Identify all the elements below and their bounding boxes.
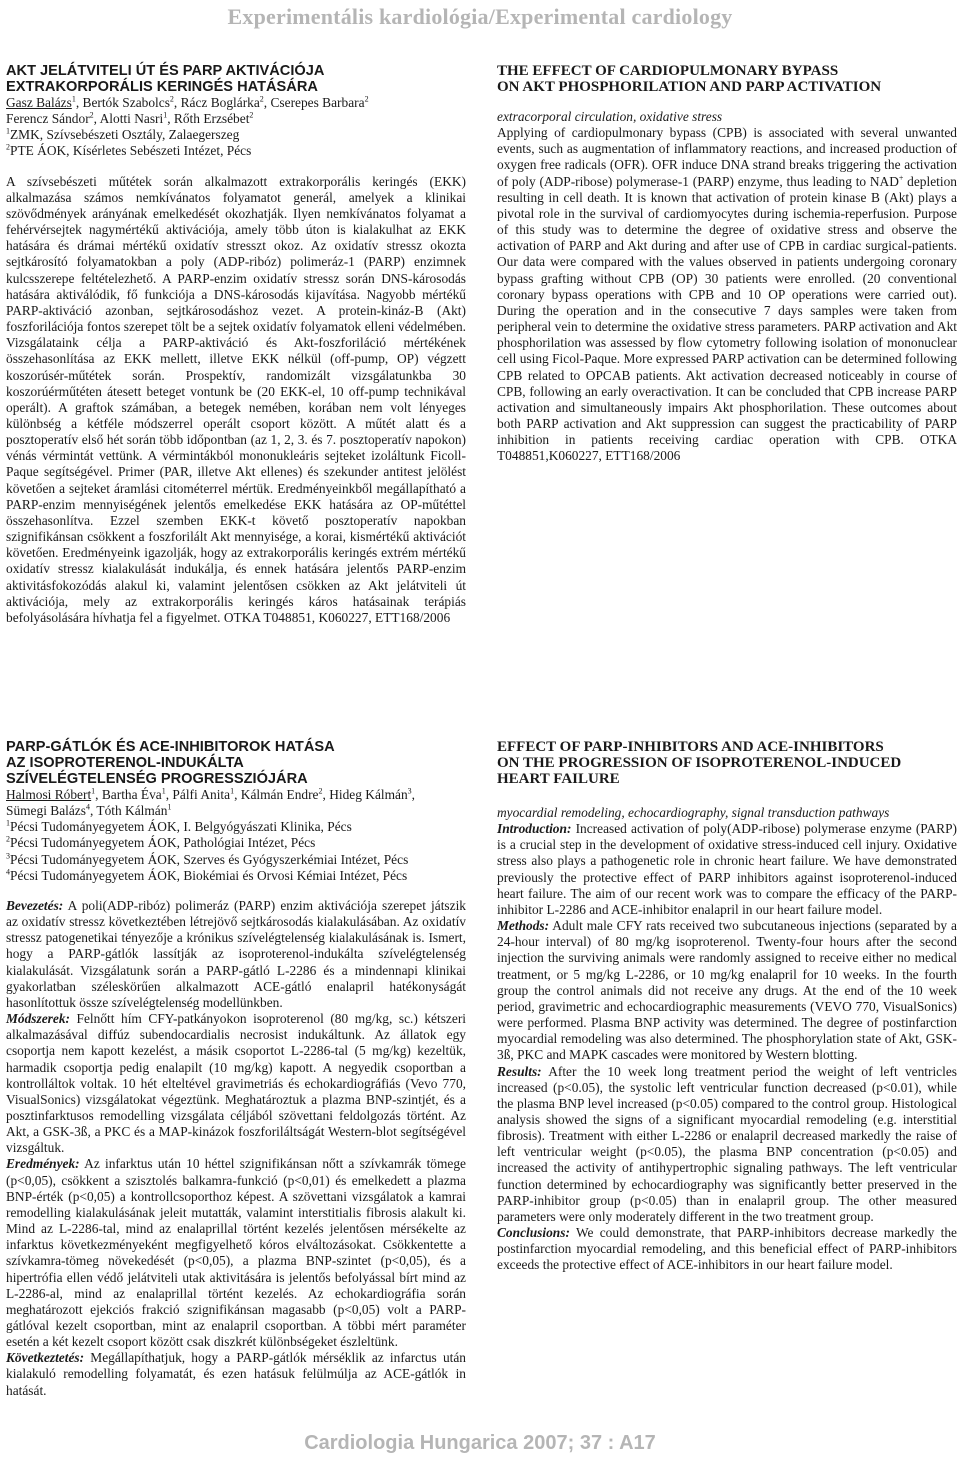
section-results (497, 1064, 957, 1226)
title-line: PARP-GÁTLÓK ÉS ACE-INHIBITOROK HATÁSA (6, 739, 335, 755)
affiliation-ref: 1 (161, 786, 166, 796)
section-label: Results: (497, 1063, 542, 1079)
author: , Pálfi Anita (165, 787, 231, 802)
author: , Cserepes Barbara (263, 95, 365, 110)
body-text: depletion resulting in cell death. It is known that activation of protein kinase B (Akt) plays a pivotal role in the survival of cardiomyocytes during ischemia-reperfusion. Purpose of this study was to determine the degree of oxidative stress and observe the activation of PARP and Akt during and after use of CPB in cardiac surgical-patients. Our data were compared with the values observed in patients undergoing coronary bypass grafting without CPB (OP) 30 patients were enrolled. (20 conventional coronary bypass operations with CPB and 10 OP operations were carried out). During the operation and in the consecutive 7 days samples were taken from peripheral vein to determine the oxidative stress parameters. PARP activation and Akt phosphorilation was assessed by flow cytometry following isolation of mononuclear cell using Ficol-Paque. More expressed PARP activation can be determined following CPB related to OPCAB patients. Akt activation decreased noticeably in course of CPB, following an early overactivation. It can be concluded that CPB increase PARP activation and simultaneously impairs Akt phosphorilation. These outcomes about both PARP activation and Akt suppression can suggest the practicability of PARP inhibition in patients receiving cardiac operation with CPB. OTKA T048851,K060227, ETT168/2006 (497, 173, 957, 464)
section-text: After the 10 week long treatment period the weight of left ventricles increased (p<0.05), the systolic left ventricular function decreased (p<0.01), while the plasma BNP level increased (p<0.05) compared to the control group. Histological analysis showed the signs of a significant myocardial remodeling (e.g. interstitial fibrosis). Treatment with either L-2286 or enalapril decreased markedly the raise of left ventricular weight (p<0.05), the plasma BNP concentration (p<0.05) and increased the activity of antihypertrophic signaling pathways. The left ventricular function determined by echocardiography was significantly better preserved in the PARP-inhibitor group (p<0.05) than in enalapril group. The other measured parameters were only moderately different in the two treatment group. (497, 1063, 957, 1224)
affiliation (6, 835, 466, 851)
section-label: Methods: (497, 918, 550, 934)
title-line: EXTRAKORPORÁLIS KERINGÉS HATÁSÁRA (6, 79, 318, 95)
affiliation-ref: 1 (167, 802, 172, 812)
abstract-body: A szívsebészeti műtétek során alkalmazott extrakorporális keringés (EKK) alkalmazása számos nemkívánatos folyamatot generál, amelyek a klinikai szövődmények arányának emelkedését okozhatják. Ilyen nemkívánatos folyamat a fehérvérsejtek nagymértékű aktivációja, amely több úton is kialakulhat az EKK hatására és drámai mértékű oxidatív stresszt okoz. Az oxidatív stressz okozta sejtkárosító folyamatokban a poly (ADP-ribóz) polimeráz-1 (PARP) enzimnek kulcsszerepe feltételezhető. A PARP-enzim oxidatív stressz során DNS-károsodás hatására aktiválódik, fő funkciója a DNS-károsodás kijavítása. Nagyobb mértékű PARP-aktiváció azonban, sejtkárosodáshoz vezet. A protein-kináz-B (Akt) foszforilációja fontos szerepet tölt be a sejtek oxidatív folyamatok elleni védelmében. Vizsgálataink célja a PARP-aktiváció és Akt-foszforiláció mértékének összehasonlítása az EKK mellett, illetve EKK nélkül (off-pump, OP) végzett koszorúsér-műtétek során. Prospektív, randomizált vizsgálatunkba 30 koszorúérműtéten átesett beteget vontunk be (20 EKK-el, 10 off-pump technikával operált). A graftok számában, a betegek nemében, korában nem volt lényeges különbség a kétféle módszerrel operált csoport között. A műtét alatt és a posztoperatív első hét során több időpontban (az 1, 2, 3. és 7. posztoperatív napokon) vénás vérmintát vettünk. A vérmintákból mononukleáris sejteket izoláltunk Ficoll-Paque segítségével. Primer (PAR, illetve Akt ellenes) és szekunder antitest jelölést követően a sejteket áramlási citométerrel mértük. Eredményeinkből megállapítható a PARP-enzim mennyiségének jelentős emelkedése EKK hatására az OP-műtéttel összehasonlítva. Ezzel szemben EKK-t követő posztoperatív napokban szignifikánsan csökkent a foszforilált Akt mennyisége, a korai, kismértékű aktivációt követően. Eredményeink igazolják, hogy az extrakorporális keringés extrém mértékű oxidatív stressz kialakulását indukálja, és ennek hatására jelentős PARP-enzim aktivitásfokozódás alakul ki, valamint jelentősen csökken az Akt jelátviteli út aktivációja, mely az extrakorporális keringés káros hatásainak terápiás befolyásolására hívhatja fel a figyelmet. OTKA T048851, K060227, ETT168/2006 (6, 173, 466, 625)
section-label: Következtetés: (6, 1350, 85, 1366)
affiliation (6, 852, 466, 868)
affiliation-number: 3 (6, 851, 10, 861)
author: Sümegi Balázs (6, 803, 86, 819)
affiliation-text: Pécsi Tudományegyetem ÁOK, Pathológiai Intézet, Pécs (10, 835, 316, 851)
affiliation-ref: 3 (407, 786, 412, 796)
affiliation-number: 4 (6, 867, 10, 877)
abstract-title (6, 63, 466, 95)
affiliation-ref: 4 (85, 802, 90, 812)
keywords: extracorporal circulation, oxidative stress (497, 109, 723, 124)
author: , Bertók Szabolcs (75, 95, 170, 110)
section-results (6, 1156, 466, 1350)
title-line: AKT JELÁTVITELI ÚT ÉS PARP AKTIVÁCIÓJA (6, 63, 325, 79)
abstract-title (497, 739, 957, 787)
abstract-hu-2 (6, 739, 466, 1399)
author: , Hideg Kálmán (322, 787, 408, 802)
affiliation-text: Pécsi Tudományegyetem ÁOK, Szerves és Gyógyszerkémiai Intézet, Pécs (10, 851, 409, 867)
keywords: myocardial remodeling, echocardiography, signal transduction pathways (497, 805, 890, 820)
section-text: Felnőtt hím CFY-patkányokon isoproterenol (80 mg/kg, sc.) kétszeri alkalmazásával diffúz subendocardialis necrosist indukáltunk. Az állatok egy csoportja nem kapott kezelést, a másik csoportot L-2286-tal (5 mg/kg) kezeltük, harmadik csoportja pedig enalapilt (10 mg/kg) kapott. A negyedik csoportban a kontrolláltok voltak. 10 hét elteltével gravimetriás és echokardiográfiás (Vevo 770, VisualSonics) vizsgálatokat végeztünk. Meghatároztuk a plazma BNP-szintjét, és a posztinfarktusos remodelling vizsgálata céljából szövettani feldolgozás történt. Az Akt, a GSK-3ß, a PKC és a MAP-kinázok foszforiláltságát Western-blot segítségével vizsgáltuk. (6, 1011, 466, 1156)
section-conclusion (6, 1350, 466, 1398)
abstract-en-2 (497, 739, 957, 1274)
affiliation-text: ZMK, Szívsebészeti Osztály, Zalaegerszeg (10, 127, 240, 143)
affiliation-ref: 2 (249, 110, 254, 120)
affiliation-number: 1 (6, 126, 10, 136)
affiliation-text: Pécsi Tudományegyetem ÁOK, Biokémiai és Orvosi Kémiai Intézet, Pécs (10, 867, 408, 883)
section-conclusion (497, 1225, 957, 1273)
section-text: Adult male CFY rats received two subcutaneous injections (separated by a 24-hour interval) of 80 mg/kg isoproterenol. Twenty-four hours after the second injection the surviving animals were randomly assigned to receive either no medical treatment, or 5 mg/kg L-2286, or 10 mg/kg enalapril for 10 weeks. In the fourth group the control animals did not receive any drugs. At the end of the 10 week period, gravimetric and echocardiographic measurements (VEVO 770, VisualSonics) were performed. Plasma BNP activity was determined. The degree of postinfarction myocardial remodeling was also determined. The phosphorylation state of Akt, GSK-3ß, PKC and MAPK cascades were monitored by Western blotting. (497, 918, 957, 1063)
superscript: + (898, 173, 904, 183)
section-methods (6, 1011, 466, 1156)
affiliation-ref: 1 (163, 110, 168, 120)
affiliation-ref: 2 (364, 94, 369, 104)
section-methods (497, 918, 957, 1063)
author: , Alotti Nasri (93, 111, 164, 127)
authors: Halmosi Róbert$^1$, Bartha Éva$^1$, Pálfi Anita$^1$, Kálmán Endre$^2$, Hideg Kálmán$^3$, Sümegi Balázs$^4$, Tóth Kálmán$^1$ (6, 786, 416, 819)
body-text: Applying of cardiopulmonary bypass (CPB) is associated with several unwanted events, such as augmentation of inflammatory reactions, and increased production of oxygen free radicals (OFR). OFR induce DNA strand breaks triggering the activation of poly (ADP-ribose) polymerase-1 (PARP) enzyme, thus leading to NAD (497, 125, 957, 189)
affiliation-ref: 2 (169, 94, 174, 104)
section-introduction (497, 821, 957, 918)
section-label: Conclusions: (497, 1225, 570, 1241)
affiliation-text: PTE ÁOK, Kísérletes Sebészeti Intézet, Pécs (10, 143, 252, 159)
title-line: SZÍVELÉGTELENSÉG PROGRESSZIÓJÁRA (6, 771, 308, 787)
affiliation-number: 1 (6, 818, 10, 828)
affiliation-ref: 1 (91, 786, 96, 796)
author: , Tóth Kálmán (89, 803, 168, 819)
affiliation-number: 2 (6, 143, 10, 152)
affiliation-number: 2 (6, 835, 10, 844)
title-line: HEART FAILURE (497, 771, 620, 787)
affiliation-ref: 1 (230, 786, 235, 796)
section-label: Eredmények: (6, 1156, 80, 1172)
lead-author: Gasz Balázs (6, 95, 72, 110)
title-line: EFFECT OF PARP-INHIBITORS AND ACE-INHIBITORS (497, 739, 884, 755)
running-head: Experimentális kardiológia/Experimental cardiology (227, 4, 733, 29)
affiliation (6, 868, 466, 884)
affiliation-ref: 2 (318, 786, 323, 796)
section-label: Introduction: (497, 821, 572, 837)
abstract-title (6, 739, 466, 787)
author: , Rácz Boglárka (173, 95, 260, 110)
author: , Rőth Erzsébet (167, 111, 250, 127)
authors (6, 95, 466, 127)
author: , Bartha Éva (95, 787, 162, 802)
section-text: Az infarktus után 10 héttel szignifikánsan nőtt a szívkamrák tömege (p<0,05), csökkent a szisztolés balkamra-funkció (p<0,01) és emelkedett a plazma BNP-érték (p<0,05) a kontrollcsoporthoz képest. A szövettani vizsgálatok a kamrai remodelling kialakulásának jeleit mutatták, valamint interstitialis fibrosis alakult ki. Mind az L-2286-tal, mind az enalaprillal történt kezelés jelentősen mérsékelte az infarktus következményeként megfigyelhető kóros elváltozásokat. Csökkentette a szívkamra-tömeg növekedését (p<0,05), a plazma BNP-szintet (p<0,05), és a hipertrófia ellen védő jelátviteli utak aktivitására is jelentős befolyással bírt mind az L-2286-al, mind az enalaprillal történt kezelés. Az echokardiográfia során meghatározott ejekciós frakció szignifikánsan magasabb (p<0,05) volt a PARP-gátlóval kezelt csoportban, mint az enalapril csoportban. A többi mért paraméter esetén a két kezelt csoport között csak diszkrét különbségeket észleltünk. (6, 1156, 466, 1350)
affiliation-text: Pécsi Tudományegyetem ÁOK, I. Belgyógyászati Klinika, Pécs (10, 819, 352, 835)
title-line: AZ ISOPROTERENOL-INDUKÁLTA (6, 755, 244, 771)
section-label: Módszerek: (6, 1011, 70, 1027)
section-text: We could demonstrate, that PARP-inhibitors decrease markedly the postinfarction myocardial remodeling, and this beneficial effect of PARP-inhibitors exceeds the protective effect of ACE-inhibitors in our heart failure model. (497, 1225, 957, 1273)
affiliation (6, 819, 466, 835)
abstract-body (497, 125, 957, 464)
section-introduction (6, 898, 466, 1011)
affiliation-ref: 2 (259, 94, 264, 104)
abstract-hu-1 (6, 63, 466, 626)
affiliation-ref: 1 (71, 94, 76, 104)
abstract-en-1 (497, 63, 957, 464)
affiliation-ref: 2 (89, 110, 94, 120)
abstract-title (497, 63, 957, 95)
section-text: A poli(ADP-ribóz) polimeráz (PARP) enzim aktivációja szerepet játszik az oxidatív stressz következtében létrejövő sejtkárosodás kialakulásában. Az oxidatív stressz patogenetikai tényezője a krónikus szívelégtelenség kialakulásának is. Ismert, hogy a PARP-gátlók lassítják az isoproterenol-indukálta szívelégtelenség kialakulását. Vizsgálatunk során a PARP-gátló L-2286 és a mindennapi klinikai gyakorlatban széleskörűen alkalmazott ACE-gátló enalapril hatékonyságát hasonlítottuk össze szívelégtelenség modellünkben. (6, 897, 466, 1010)
affiliation (6, 127, 466, 143)
section-text: Megállapíthatjuk, hogy a PARP-gátlók mérséklik az infarctus után kialakuló remodelling folyamatát, és ezen hatásuk felülmúlja az ACE-gátlók in hatását. (6, 1350, 466, 1398)
title-line: ON AKT PHOSPHORILATION AND PARP ACTIVATION (497, 79, 882, 95)
author: , Kálmán Endre (234, 787, 319, 802)
title-line: THE EFFECT OF CARDIOPULMONARY BYPASS (497, 63, 839, 79)
title-line: ON THE PROGRESSION OF ISOPROTERENOL-INDUCED (497, 755, 902, 771)
author: Ferencz Sándor (6, 111, 90, 127)
footer-citation: Cardiologia Hungarica 2007; 37 : A17 (304, 1432, 656, 1454)
lead-author: Halmosi Róbert (6, 787, 92, 802)
section-text: Increased activation of poly(ADP-ribose) polymerase enzyme (PARP) is a crucial step in the development of oxidative stress-induced cell injury. Oxidative stress also plays a pathogenetic role in chronic heart failure. We have demonstrated previously the protective effect of PARP inhibitors against isoproterenol-induced heart failure. The aim of our recent work was to compare the efficacy of the PARP-inhibitor L-2286 and ACE-inhibitor enalapril in our heart failure model. (497, 821, 957, 917)
affiliation (6, 143, 466, 159)
section-label: Bevezetés: (6, 897, 64, 913)
